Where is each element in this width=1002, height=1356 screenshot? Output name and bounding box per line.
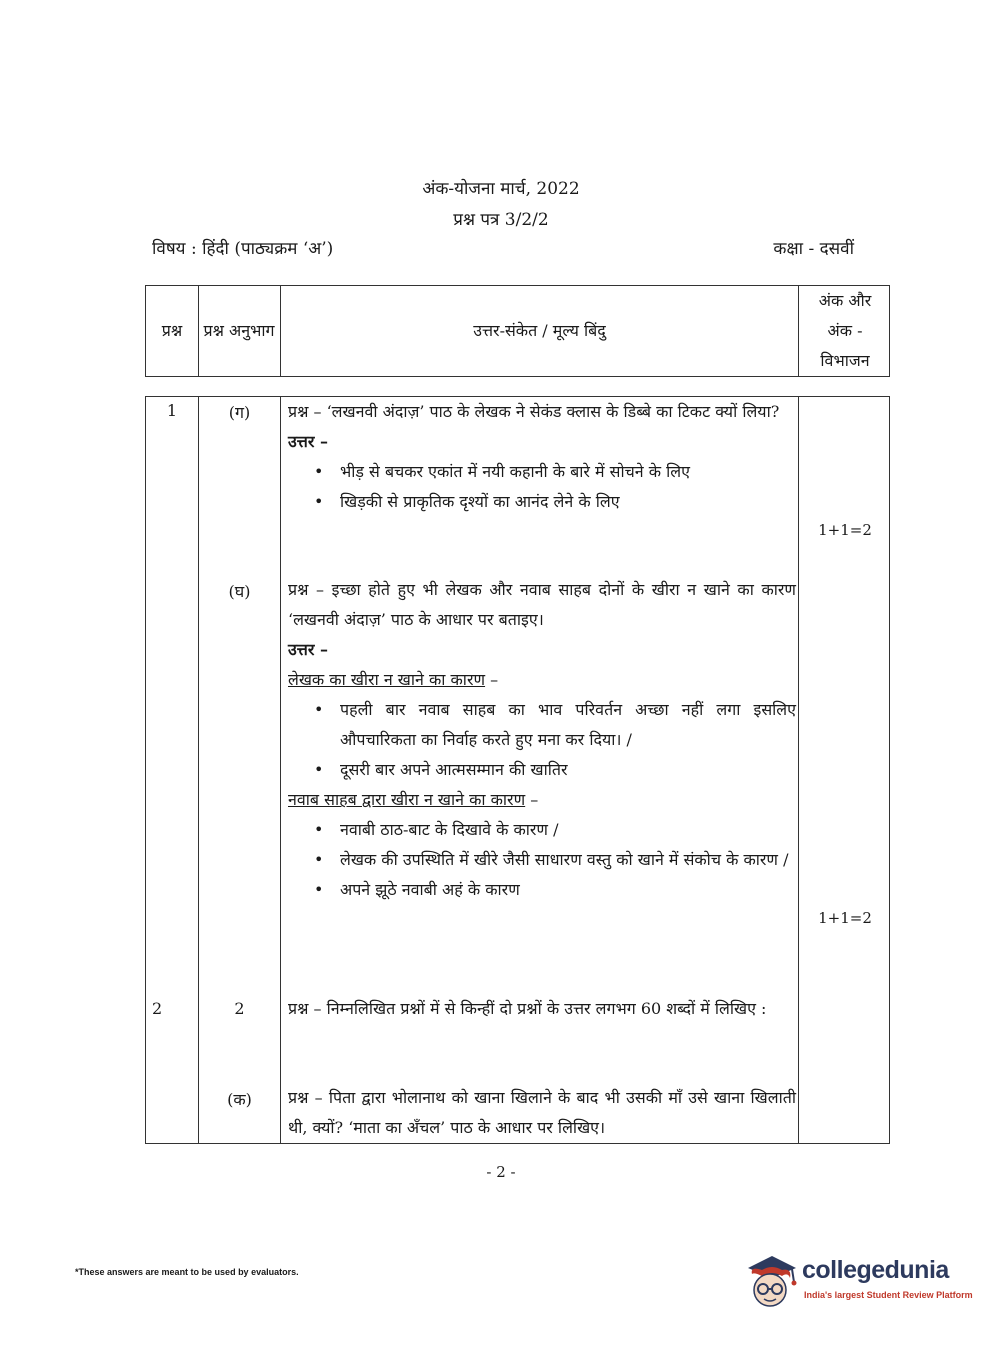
section-label: 2	[234, 999, 245, 1018]
col-answer-hints: उत्तर-संकेत / मूल्य बिंदु	[473, 321, 606, 340]
sub-heading: लेखक का खीरा न खाने का कारण	[288, 670, 486, 689]
evaluator-footnote: *These answers are meant to be used by evaluators.	[75, 1267, 299, 1277]
question-number: 1	[166, 401, 178, 420]
section-label: (घ)	[228, 582, 251, 601]
class-label: कक्षा - दसवीं	[773, 239, 854, 259]
question-number: 2	[152, 999, 163, 1018]
logo-brand: collegedunia	[802, 1256, 949, 1284]
paper-code: प्रश्न पत्र 3/2/2	[453, 210, 549, 230]
section-label: (क)	[227, 1090, 252, 1109]
collegedunia-logo	[742, 1250, 972, 1320]
answer-block-gha	[288, 575, 796, 905]
answer-label: उत्तर –	[288, 432, 328, 451]
col-marks: अंक और अंक - विभाजन	[818, 291, 872, 370]
col-section: प्रश्न अनुभाग	[203, 321, 275, 340]
marks-value: 1+1=2	[818, 909, 872, 927]
col-question: प्रश्न	[161, 321, 183, 340]
answer-point: • खिड़की से प्राकृतिक दृश्यों का आनंद लेने के लिए	[288, 487, 796, 517]
marking-table-body	[145, 396, 890, 1144]
sub-heading-dash: –	[525, 790, 539, 809]
question-block-ka	[288, 1083, 796, 1143]
answer-block-ga	[288, 397, 796, 517]
question-block-2	[288, 994, 796, 1024]
marks-value: 1+1=2	[818, 521, 872, 539]
answer-point: • दूसरी बार अपने आत्मसम्मान की खातिर	[288, 755, 796, 785]
question-text: प्रश्न – इच्छा होते हुए भी लेखक और नवाब साहब दोनों के खीरा न खाने का कारण ‘लखनवी अंदाज़’ पाठ के आधार पर बताइए।	[288, 580, 796, 629]
subject-label: विषय : हिंदी (पाठ्यक्रम ‘अ’)	[152, 239, 334, 259]
logo-tagline: India's largest Student Review Platform	[804, 1290, 973, 1300]
answer-point: • नवाबी ठाठ-बाट के दिखावे के कारण /	[288, 815, 796, 845]
question-text: प्रश्न – निम्नलिखित प्रश्नों में से किन्हीं दो प्रश्नों के उत्तर लगभग 60 शब्दों में लिखिए :	[288, 999, 767, 1018]
page-number: - 2 -	[486, 1163, 516, 1181]
answer-point: • अपने झूठे नवाबी अहं के कारण	[288, 875, 796, 905]
answer-point: • भीड़ से बचकर एकांत में नयी कहानी के बारे में सोचने के लिए	[288, 457, 796, 487]
mascot-icon	[742, 1252, 800, 1314]
answer-point: • पहली बार नवाब साहब का भाव परिवर्तन अच्छा नहीं लगा इसलिए औपचारिकता का निर्वाह करते हुए मना कर दिया। /	[288, 695, 796, 755]
sub-heading: नवाब साहब द्वारा खीरा न खाने का कारण	[288, 790, 526, 809]
answer-point: • लेखक की उपस्थिति में खीरे जैसी साधारण वस्तु को खाने में संकोच के कारण /	[288, 845, 796, 875]
answer-label: उत्तर –	[288, 640, 328, 659]
scheme-title: अंक-योजना मार्च, 2022	[422, 179, 580, 199]
question-text: प्रश्न – पिता द्वारा भोलानाथ को खाना खिलाने के बाद भी उसकी माँ उसे खाना खिलाती थी, क्यों? ‘माता का अँचल’ पाठ के आधार पर लिखिए।	[288, 1088, 796, 1137]
marking-table-header	[145, 285, 890, 377]
section-label: (ग)	[228, 403, 251, 422]
sub-heading-dash: –	[485, 670, 499, 689]
question-text: प्रश्न – ‘लखनवी अंदाज़’ पाठ के लेखक ने सेकंड क्लास के डिब्बे का टिकट क्यों लिया?	[288, 402, 780, 421]
